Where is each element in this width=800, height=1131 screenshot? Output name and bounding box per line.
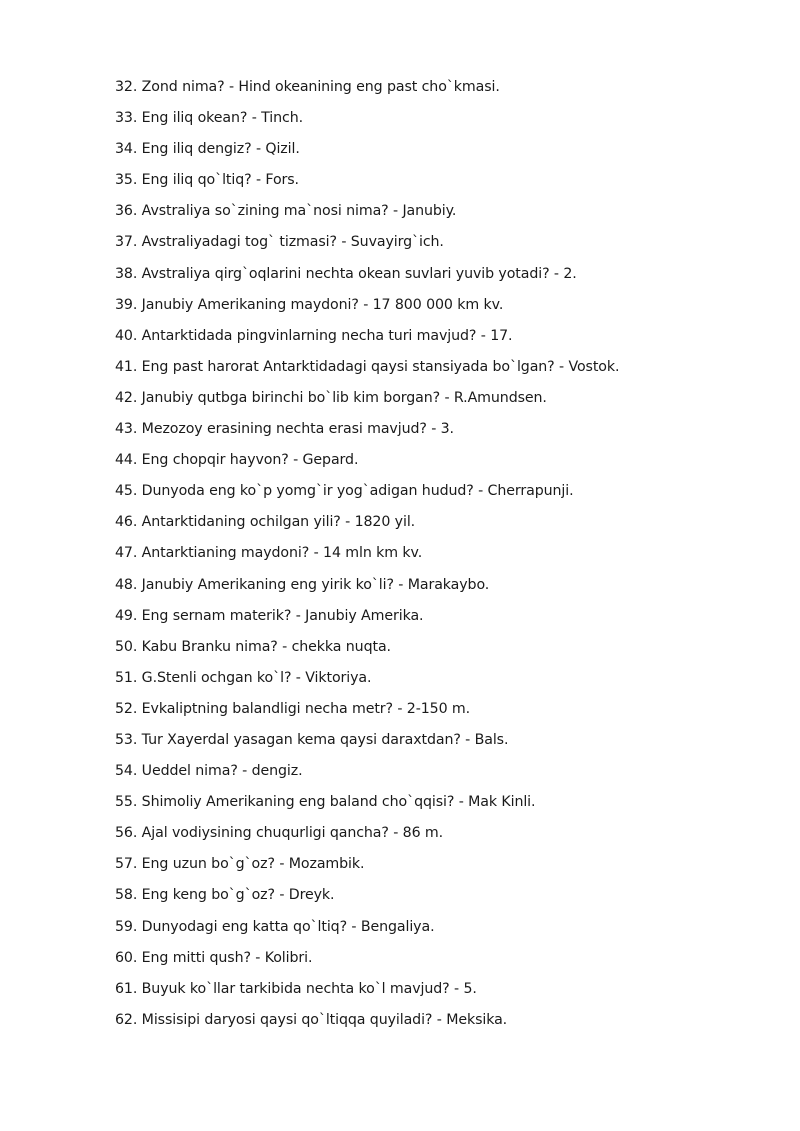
- list-item: 44. Eng chopqir hayvon? - Gepard.: [115, 452, 359, 469]
- list-item: 43. Mezozoy erasining nechta erasi mavjud? - 3.: [115, 421, 454, 438]
- question-answer-list: [115, 75, 755, 1039]
- list-item: 54. Ueddel nima? - dengiz.: [115, 763, 303, 780]
- list-item: 40. Antarktidada pingvinlarning necha turi mavjud? - 17.: [115, 327, 513, 344]
- list-item: 42. Janubiy qutbga birinchi bo`lib kim borgan? - R.Amundsen.: [115, 389, 547, 406]
- list-item: 48. Janubiy Amerikaning eng yirik ko`li? - Marakaybo.: [115, 576, 490, 593]
- list-item: 55. Shimoliy Amerikaning eng baland cho`qqisi? - Mak Kinli.: [115, 794, 536, 811]
- list-item: 33. Eng iliq okean? - Tinch.: [115, 110, 304, 127]
- list-item: 39. Janubiy Amerikaning maydoni? - 17 800 000 km kv.: [115, 296, 504, 313]
- list-item: 51. G.Stenli ochgan ko`l? - Viktoriya.: [115, 669, 372, 686]
- list-item: 52. Evkaliptning balandligi necha metr? - 2-150 m.: [115, 700, 471, 717]
- list-item: 45. Dunyoda eng ko`p yomg`ir yog`adigan hudud? - Cherrapunji.: [115, 483, 574, 500]
- list-item: 61. Buyuk ko`llar tarkibida nechta ko`l mavjud? - 5.: [115, 980, 477, 997]
- list-item: 38. Avstraliya qirg`oqlarini nechta okean suvlari yuvib yotadi? - 2.: [115, 265, 577, 282]
- list-item: 53. Tur Xayerdal yasagan kema qaysi daraxtdan? - Bals.: [115, 731, 509, 748]
- list-item: 49. Eng sernam materik? - Janubiy Amerika.: [115, 607, 424, 624]
- list-item: 59. Dunyodagi eng katta qo`ltiq? - Bengaliya.: [115, 918, 435, 935]
- list-item: 62. Missisipi daryosi qaysi qo`ltiqqa quyiladi? - Meksika.: [115, 1011, 508, 1028]
- list-item: 46. Antarktidaning ochilgan yili? - 1820 yil.: [115, 514, 416, 531]
- list-item: 34. Eng iliq dengiz? - Qizil.: [115, 141, 300, 158]
- list-item: 57. Eng uzun bo`g`oz? - Mozambik.: [115, 856, 365, 873]
- list-item: 35. Eng iliq qo`ltiq? - Fors.: [115, 172, 299, 189]
- list-item: 47. Antarktianing maydoni? - 14 mln km kv.: [115, 545, 423, 562]
- list-item: 58. Eng keng bo`g`oz? - Dreyk.: [115, 887, 335, 904]
- list-item: 36. Avstraliya so`zining ma`nosi nima? - Janubiy.: [115, 203, 457, 220]
- list-item: 37. Avstraliyadagi tog` tizmasi? - Suvayirg`ich.: [115, 234, 444, 251]
- list-item: 41. Eng past harorat Antarktidadagi qaysi stansiyada bo`lgan? - Vostok.: [115, 358, 620, 375]
- list-item: 32. Zond nima? - Hind okeanining eng past cho`kmasi.: [115, 79, 500, 95]
- list-item: 50. Kabu Branku nima? - chekka nuqta.: [115, 638, 391, 655]
- list-item: 60. Eng mitti qush? - Kolibri.: [115, 949, 313, 966]
- list-item: 56. Ajal vodiysining chuqurligi qancha? - 86 m.: [115, 825, 444, 842]
